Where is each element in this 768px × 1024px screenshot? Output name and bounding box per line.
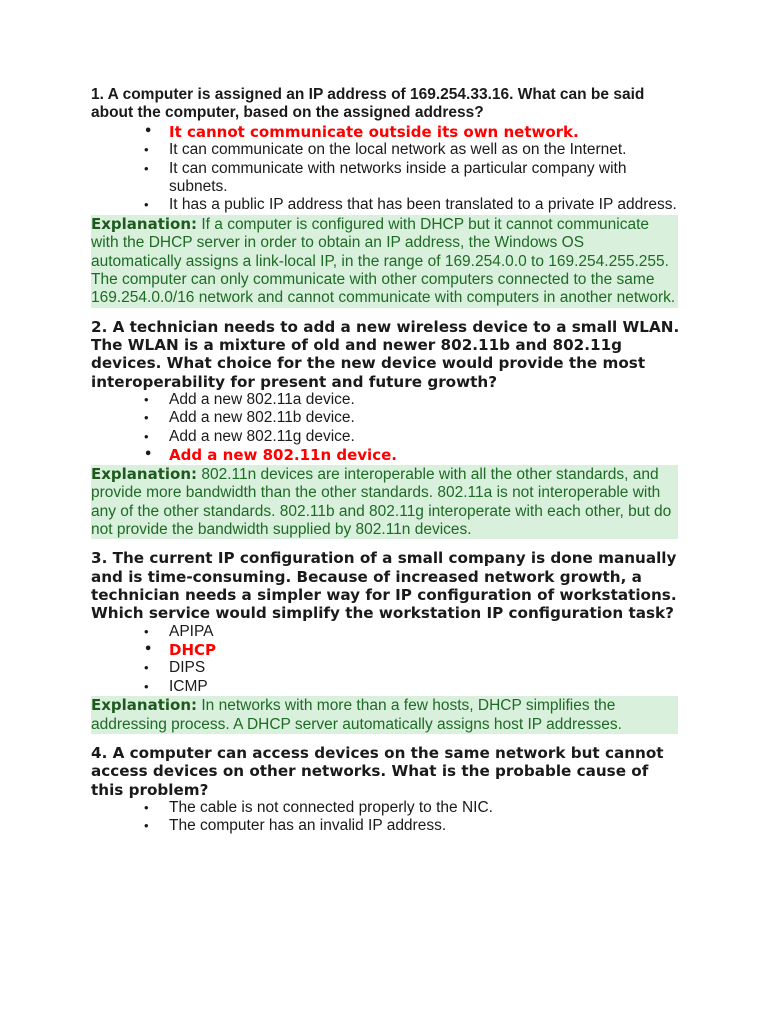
question-3-option-4: • ICMP — [169, 678, 681, 696]
question-3-option-1: • APIPA — [169, 623, 681, 641]
question-2-option-2: • Add a new 802.11b device. — [169, 409, 681, 427]
question-3-option-2-correct: • DHCP — [169, 641, 681, 659]
explanation-text: In networks with more than a few hosts, DHCP simplifies the addressing process. A DHCP server automatically assigns host IP addresses. — [91, 697, 622, 733]
question-3: 3. The current IP configuration of a small company is done manually and is time-consuming. Because of increased network growth, a technician needs a simpler way for IP configuration of workstations. Which service would simplify the workstation IP configuration task? — [91, 549, 677, 623]
question-4-option-1: • The cable is not connected properly to the NIC. — [169, 799, 681, 817]
question-2-option-4-correct: • Add a new 802.11n device. — [169, 446, 681, 464]
question-4-option-2: • The computer has an invalid IP address. — [169, 817, 681, 835]
question-1-option-3: • It can communicate with networks inside a particular company with subnets. — [169, 160, 681, 197]
quiz-document — [91, 86, 681, 836]
question-2-option-1: • Add a new 802.11a device. — [169, 391, 681, 409]
question-3-options — [91, 623, 681, 697]
explanation-label: Explanation: — [91, 214, 198, 233]
question-1-option-1-correct: • It cannot communicate outside its own network. — [169, 123, 681, 141]
question-4: 4. A computer can access devices on the same network but cannot access devices on other networks. What is the probable cause of this problem? — [91, 743, 664, 799]
question-1-option-2: • It can communicate on the local network as well as on the Internet. — [169, 141, 681, 159]
question-4-options — [91, 799, 681, 836]
explanation-label: Explanation: — [91, 464, 198, 483]
question-1: 1. A computer is assigned an IP address of 169.254.33.16. What can be said about the computer, based on the assigned address? — [91, 86, 645, 122]
question-2-options — [91, 391, 681, 465]
question-3-option-3: • DIPS — [169, 659, 681, 677]
explanation-text: 802.11n devices are interoperable with all the other standards, and provide more bandwidth than the other standards. 802.11a is not interoperable with any of the other standards. 802.11b and 802.11g interoperate with each other, but do not provide the bandwidth supplied by 802.11n devices. — [91, 465, 672, 538]
explanation-text: If a computer is configured with DHCP but it cannot communicate with the DHCP server in order to obtain an IP address, the Windows OS automatically assigns a link-local IP, in the range of 169.254.0.0 to 169.254.255.255. The computer can only communicate with other computers connected to the same 169.254.0.0/16 network and cannot communicate with computers in another network. — [91, 215, 676, 307]
question-1-option-4: • It has a public IP address that has been translated to a private IP address. — [169, 196, 681, 214]
question-2: 2. A technician needs to add a new wireless device to a small WLAN. The WLAN is a mixture of old and newer 802.11b and 802.11g devices. What choice for the new device would provide the most interoperability for present and future growth? — [91, 317, 680, 391]
question-2-option-3: • Add a new 802.11g device. — [169, 428, 681, 446]
question-1-options — [91, 123, 681, 215]
question-3-explanation — [91, 696, 678, 734]
question-2-explanation — [91, 465, 678, 540]
explanation-label: Explanation: — [91, 696, 198, 715]
question-1-explanation — [91, 215, 678, 308]
